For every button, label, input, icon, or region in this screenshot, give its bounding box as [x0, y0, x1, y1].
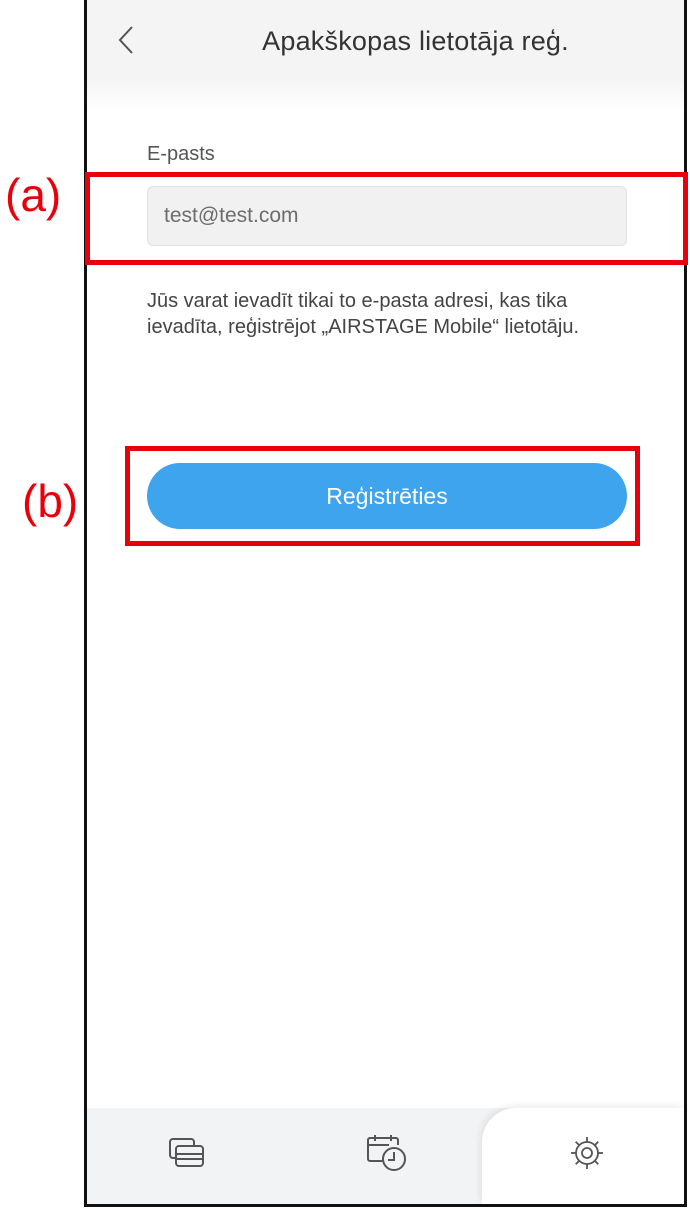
email-field-label: E-pasts	[147, 143, 215, 165]
tab-settings[interactable]	[487, 1108, 687, 1198]
annotation-label-b: (b)	[22, 475, 79, 527]
settings-gear-icon	[569, 1135, 605, 1171]
back-button[interactable]	[109, 22, 145, 58]
email-hint-text: Jūs varat ievadīt tikai to e-pasta adresi, kas tika ievadīta, reģistrējot „AIRSTAGE Mobile“ lietotāju.	[147, 290, 580, 338]
register-button[interactable]: Reģistrēties	[147, 463, 627, 529]
phone-screen	[84, 0, 687, 1207]
tab-schedule[interactable]	[287, 1108, 487, 1198]
annotation-label-a: (a)	[5, 169, 62, 221]
bottom-tab-bar	[87, 1108, 684, 1204]
tab-devices[interactable]	[87, 1108, 287, 1198]
chevron-left-icon	[117, 24, 137, 56]
devices-icon	[167, 1136, 207, 1170]
header-bar	[87, 0, 684, 112]
email-field[interactable]	[147, 186, 627, 246]
schedule-timer-icon	[365, 1133, 409, 1173]
page-title: Apakškopas lietotāja reģ.	[262, 26, 569, 56]
